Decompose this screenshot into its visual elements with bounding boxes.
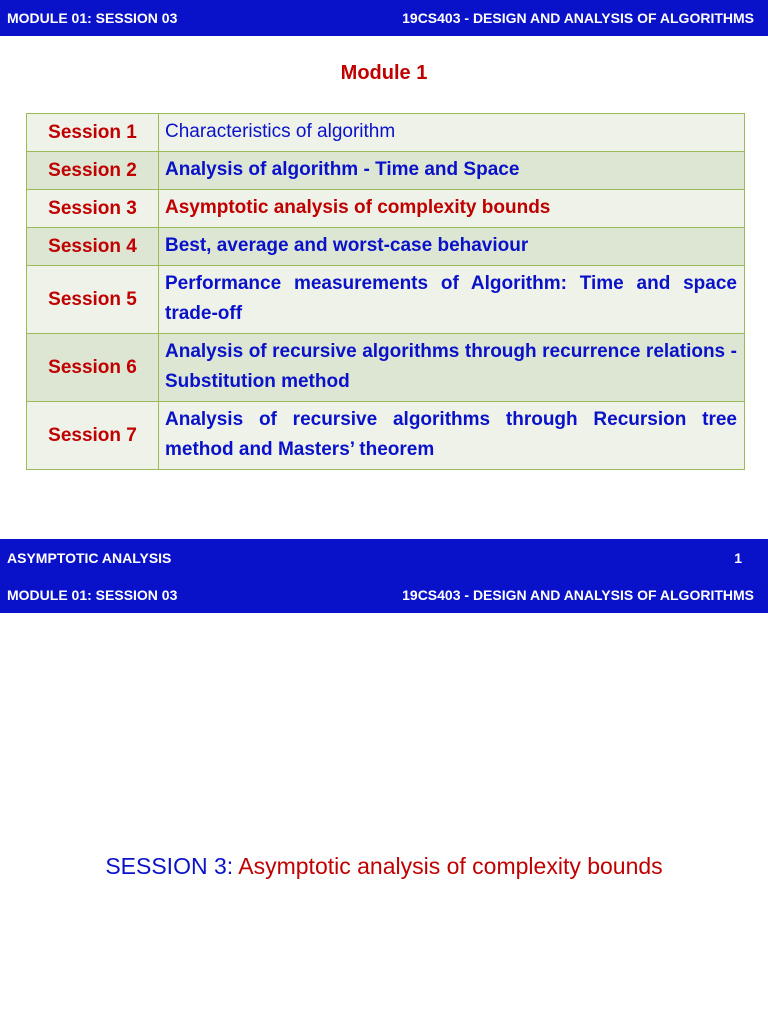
session-description: Analysis of recursive algorithms through Recursion tree method and Masters’ theorem	[159, 402, 745, 470]
session-heading-prefix: SESSION 3:	[105, 853, 234, 879]
table-row	[27, 228, 745, 266]
table-row	[27, 190, 745, 228]
session-label: Session 3	[27, 190, 159, 228]
header-module-session: MODULE 01: SESSION 03	[7, 586, 178, 603]
table-row	[27, 334, 745, 402]
session-description: Analysis of algorithm - Time and Space	[159, 152, 745, 190]
session-description: Performance measurements of Algorithm: Time and space trade-off	[159, 266, 745, 334]
session-description-current: Asymptotic analysis of complexity bounds	[159, 190, 745, 228]
table-row	[27, 114, 745, 152]
session-description: Characteristics of algorithm	[159, 114, 745, 152]
session-label: Session 5	[27, 266, 159, 334]
session-label: Session 6	[27, 334, 159, 402]
sessions-table	[26, 113, 745, 470]
slide-footer-bar	[0, 539, 768, 576]
module-title: Module 1	[340, 62, 428, 84]
footer-topic: ASYMPTOTIC ANALYSIS	[7, 549, 172, 566]
session-label: Session 7	[27, 402, 159, 470]
header-course-title: 19CS403 - DESIGN AND ANALYSIS OF ALGORITHMS	[402, 586, 754, 603]
session-heading-topic: Asymptotic analysis of complexity bounds	[238, 853, 663, 879]
session-label: Session 4	[27, 228, 159, 266]
session-description: Analysis of recursive algorithms through recurrence relations - Substitution method	[159, 334, 745, 402]
footer-page-number: 1	[734, 549, 742, 566]
session-label: Session 2	[27, 152, 159, 190]
header-course-title: 19CS403 - DESIGN AND ANALYSIS OF ALGORITHMS	[402, 10, 754, 26]
session-description: Best, average and worst-case behaviour	[159, 228, 745, 266]
slide-header-bar	[0, 576, 768, 613]
header-module-session: MODULE 01: SESSION 03	[7, 10, 178, 26]
slide-header-bar	[0, 0, 768, 36]
session-label: Session 1	[27, 114, 159, 152]
table-row	[27, 266, 745, 334]
table-row	[27, 152, 745, 190]
session-heading	[0, 853, 768, 880]
table-row	[27, 402, 745, 470]
